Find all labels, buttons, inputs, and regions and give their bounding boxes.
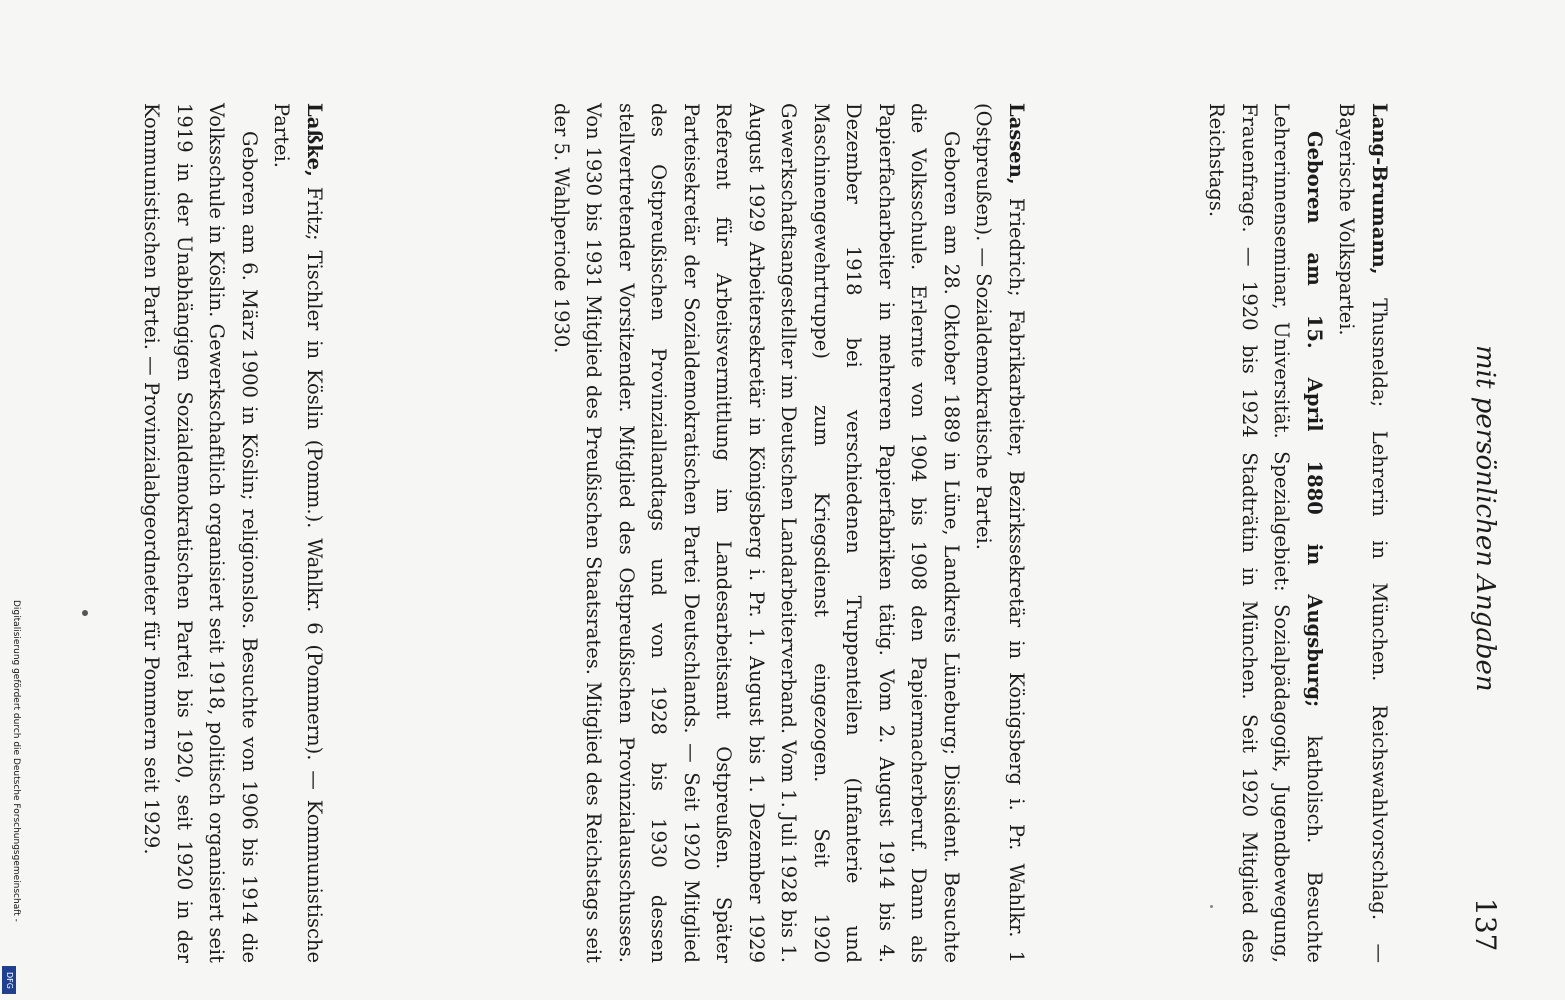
entry-birth: Geboren am 28. Oktober 1889 in Lüne, Landkreis Lüneburg;	[940, 131, 963, 756]
entry-name: Lassen,	[1005, 103, 1028, 185]
biography-entry-lang-brumann	[1200, 103, 1395, 963]
print-dot	[82, 610, 88, 616]
entry-summary: Friedrich; Fabrikarbeiter, Bezirkssekretär in Königsberg i. Pr. Wahlkr. 1 (Ostpreußen). — Sozialdemokratische Partei.	[972, 103, 1028, 963]
entry-birth: Geboren am 6. März 1900 in Köslin;	[238, 131, 261, 501]
entry-body: Dissident. Besuchte die Volksschule. Erlernte von 1904 bis 1908 den Papiermacherberuf. Dann als Papierfacharbeiter in mehreren Papierfabriken tätig. Vom 2. August 1914 bis 4. Dezember 1918 bei verschiedenen Truppenteilen (Infanterie und Maschinengewehrtruppe) zum Kriegsdienst eingezogen. Seit 1920 Gewerkschaftsangestellter im Deutschen Landarbeiterverband. Vom 1. Juli 1928 bis 1. August 1929 Arbeitersekretär in Königsberg i. Pr. 1. August bis 1. Dezember 1929 Referent für Arbeitsvermittlung im Landesarbeitsamt Ostpreußen. Später Parteisekretär der Sozialdemokratischen Partei Deutschlands. — Seit 1920 Mitglied des Ostpreußischen Provinziallandtags und von 1928 bis 1930 dessen stellvertretender Vorsitzender. Mitglied des Ostpreußischen Provinzialausschusses. Von 1930 bis 1931 Mitglied des Preußischen Staatsrates. Mitglied des Reichstags seit der 5. Wahlperiode 1930.	[550, 103, 963, 963]
dfg-logo: DFG	[2, 966, 16, 994]
entry-birth: Geboren am 15. April 1880 in Augsburg;	[1303, 131, 1326, 708]
scan-speck	[1210, 905, 1213, 908]
biography-entry-lassen	[545, 103, 1033, 963]
page-number: 137	[1469, 898, 1502, 952]
entry-name: Lang-Brumann,	[1368, 103, 1391, 275]
entry-body: katholisch. Besuchte Lehrerinnenseminar, Universität. Spezialgebiet: Sozialpädagogik, Jugendbewegung, Frauenfrage. — 1920 bis 1924 Stadträtin in München. Seit 1920 Mitglied des Reichstags.	[1205, 103, 1326, 963]
entry-summary: Fritz; Tischler in Köslin (Pomm.). Wahlkr. 6 (Pommern). — Kommunistische Partei.	[270, 103, 326, 963]
digitization-note: Digitalisierung gefördert durch die Deutsche Forschungsgemeinschaft -	[11, 600, 21, 922]
running-header: mit persönlichen Angaben	[1470, 345, 1500, 692]
entry-name: Laßke,	[303, 103, 326, 177]
entry-body: religionslos. Besuchte von 1906 bis 1914 die Volksschule in Köslin. Gewerkschaftlich organisiert seit 1918, politisch organisiert seit 1919 in der Unabhängigen Sozialdemokratischen Partei bis 1920, seit 1920 in der Kommunistischen Partei. — Provinzialabgeordneter für Pommern seit 1929.	[140, 103, 261, 963]
entry-summary: Thusnelda; Lehrerin in München. Reichswahlvorschlag. — Bayerische Volkspartei.	[1335, 103, 1391, 963]
biography-entry-lasske	[135, 103, 330, 963]
